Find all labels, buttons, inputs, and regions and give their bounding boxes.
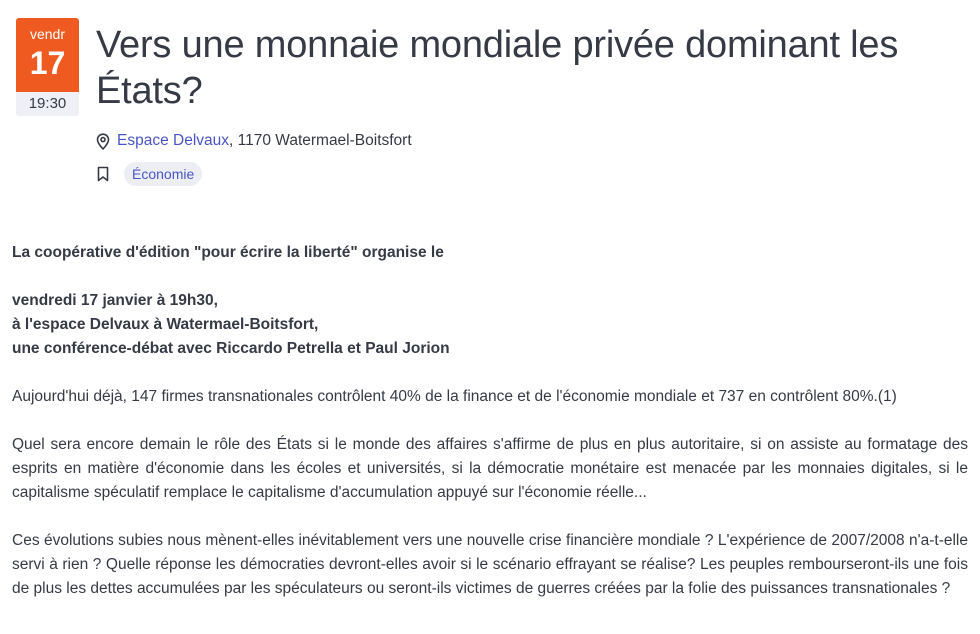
description-paragraph: Aujourd'hui déjà, 147 firmes transnationales contrôlent 40% de la finance et de l'économie mondiale et 737 en contrôlent 80%.(1) xyxy=(12,388,897,405)
description-intro: La coopérative d'édition "pour écrire la liberté" organise le xyxy=(12,244,444,261)
category-tag[interactable]: Économie xyxy=(124,162,202,186)
event-description xyxy=(12,241,968,625)
event-category-row xyxy=(95,162,202,186)
map-pin-icon xyxy=(95,132,111,150)
date-day: 17 xyxy=(29,45,66,81)
description-paragraph: Quel sera encore demain le rôle des États si le monde des affaires s'affirme de plus en plus autoritaire, si on assiste au formatage des esprits en matière d'économie dans les écoles et universités, si la démocratie monétaire est menacée par les monnaies digitales, si le capitalisme spéculatif remplace le capitalisme d'accumulation appuyé sur l'économie réelle... xyxy=(12,436,968,501)
description-paragraph: Ces évolutions subies nous mènent-elles inévitablement vers une nouvelle crise financière mondiale ? L'expérience de 2007/2008 n'a-t-elle servi à rien ? Quelle réponse les démocraties devront-elles avoir si le scénario effrayant se réalise? Les peuples rembourseront-ils une fois de plus les dettes accumulées par les spéculateurs ou seront-ils victimes de guerres créées par la folie des puissances transnationales ? xyxy=(12,532,968,597)
event-location-row xyxy=(95,130,412,152)
details-place: à l'espace Delvaux à Watermael-Boitsfort, xyxy=(12,316,319,333)
description-details xyxy=(12,289,968,361)
venue-link[interactable]: Espace Delvaux xyxy=(117,132,230,149)
event-date-badge xyxy=(16,18,79,118)
details-date: vendredi 17 janvier à 19h30, xyxy=(12,292,218,309)
event-title: Vers une monnaie mondiale privée dominant les États? xyxy=(96,24,899,112)
date-time: 19:30 xyxy=(16,92,79,116)
details-speakers: une conférence-débat avec Riccardo Petrella et Paul Jorion xyxy=(12,340,450,357)
date-badge-top xyxy=(16,18,79,92)
venue-address: , 1170 Watermael-Boitsfort xyxy=(229,132,412,149)
bookmark-icon xyxy=(95,165,111,183)
date-weekday: vendr xyxy=(29,26,66,42)
